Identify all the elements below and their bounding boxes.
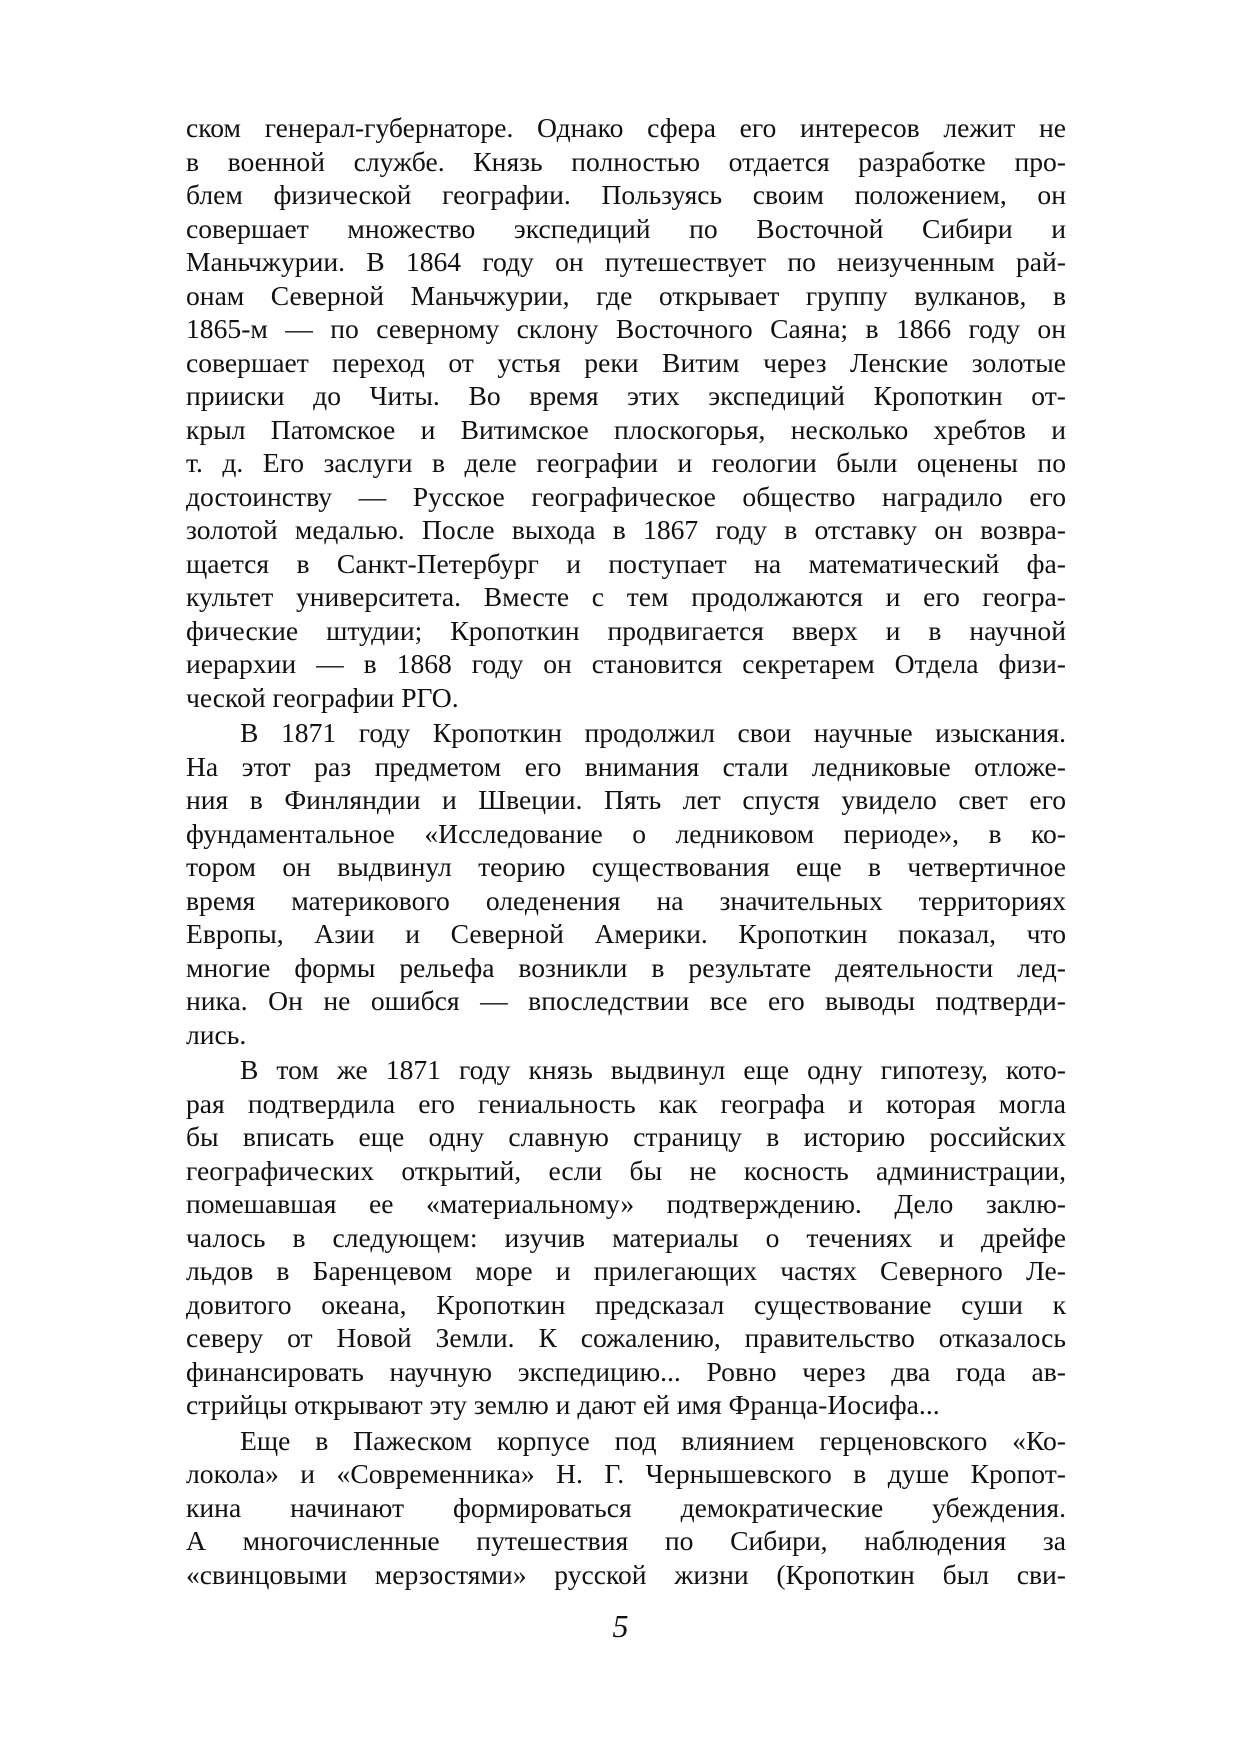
paragraph (186, 111, 1066, 714)
text-line: На этот раз предметом его внимания стали ледниковые отложе- (186, 750, 1066, 782)
text-line: достоинству — Русское географическое общество наградило его (186, 480, 1066, 512)
text-line: «свинцовыми мерзостями» русской жизни (Кропоткин был сви- (186, 1558, 1066, 1590)
text-line: кина начинают формироваться демократические убеждения. (186, 1491, 1066, 1523)
text-line: в военной службе. Князь полностью отдается разработке про- (186, 145, 1066, 177)
text-line: культет университета. Вместе с тем продолжаются и его геогра- (186, 581, 1066, 612)
text-line: Европы, Азии и Северной Америки. Кропоткин показал, что (186, 918, 1066, 949)
text-line: совершает переход от устья реки Витим через Ленские золотые (186, 346, 1066, 378)
text-line: фундаментальное «Исследование о ледниковом периоде», в ко- (186, 817, 1066, 849)
text-line: географических открытий, если бы не косность администрации, (186, 1154, 1066, 1186)
text-line: Маньчжурии. В 1864 году он путешествует по неизученным рай- (186, 246, 1066, 277)
text-line: лись. (186, 1018, 247, 1050)
text-line: чалось в следующем: изучив материалы о течениях и дрейфе (186, 1221, 1066, 1253)
text-line: щается в Санкт-Петербург и поступает на математический фа- (186, 547, 1066, 579)
text-line: золотой медалью. После выхода в 1867 году в отставку он возвра- (186, 514, 1066, 545)
text-line: ника. Он не ошибся — впоследствии все его выводы подтверди- (186, 985, 1066, 1016)
text-line: прииски до Читы. Во время этих экспедиций Кропоткин от- (186, 380, 1066, 411)
text-line: А многочисленные путешествия по Сибири, наблюдения за (186, 1525, 1066, 1556)
text-line: Еще в Пажеском корпусе под влиянием герценовского «Ко- (240, 1424, 1066, 1456)
text-line: северу от Новой Земли. К сожалению, правительство отказалось (186, 1322, 1066, 1353)
text-line: льдов в Баренцевом море и прилегающих частях Северного Ле- (186, 1255, 1066, 1286)
text-line: крыл Патомское и Витимское плоскогорья, несколько хребтов и (186, 413, 1066, 445)
text-line: В том же 1871 году князь выдвинул еще одну гипотезу, кото- (240, 1054, 1066, 1085)
text-line: блем физической географии. Пользуясь своим положением, он (186, 179, 1066, 210)
paragraph (186, 1053, 1066, 1422)
page-number: 5 (612, 1608, 629, 1644)
text-line: время материкового оледенения на значительных территориях (186, 884, 1066, 916)
text-line: локола» и «Современника» Н. Г. Чернышевского в душе Кропот- (186, 1458, 1066, 1489)
text-line: бы вписать еще одну славную страницу в историю российских (186, 1121, 1066, 1152)
text-line: В 1871 году Кропоткин продолжил свои научные изыскания. (240, 717, 1066, 748)
paragraph (186, 1424, 1066, 1592)
text-line: помешавшая ее «материальному» подтверждению. Дело заклю- (186, 1188, 1066, 1219)
text-line: многие формы рельефа возникли в результате деятельности лед- (186, 951, 1066, 983)
paragraph (186, 716, 1066, 1051)
text-line: совершает множество экспедиций по Восточной Сибири и (186, 212, 1066, 244)
text-line: финансировать научную экспедицию... Ровно через два года ав- (186, 1355, 1066, 1387)
text-line: стрийцы открывают эту землю и дают ей имя Франца-Иосифа... (186, 1389, 940, 1420)
text-line: ния в Финляндии и Швеции. Пять лет спустя увидело свет его (186, 784, 1066, 815)
text-line: рая подтвердила его гениальность как географа и которая могла (186, 1087, 1066, 1119)
text-line: 1865-м — по северному склону Восточного Саяна; в 1866 году он (186, 313, 1066, 344)
text-line: иерархии — в 1868 году он становится секретарем Отдела физи- (186, 648, 1066, 679)
text-line: ческой географии РГО. (186, 681, 459, 713)
body-text (186, 111, 1066, 1591)
text-line: т. д. Его заслуги в деле географии и геологии были оценены по (186, 447, 1066, 478)
text-line: довитого океана, Кропоткин предсказал существование суши к (186, 1288, 1066, 1320)
text-line: тором он выдвинул теорию существования еще в четвертичное (186, 851, 1066, 882)
text-line: ском генерал-губернаторе. Однако сфера его интересов лежит не (186, 112, 1066, 143)
text-line: фические штудии; Кропоткин продвигается вверх и в научной (186, 614, 1066, 646)
text-line: онам Северной Маньчжурии, где открывает группу вулканов, в (186, 279, 1066, 311)
